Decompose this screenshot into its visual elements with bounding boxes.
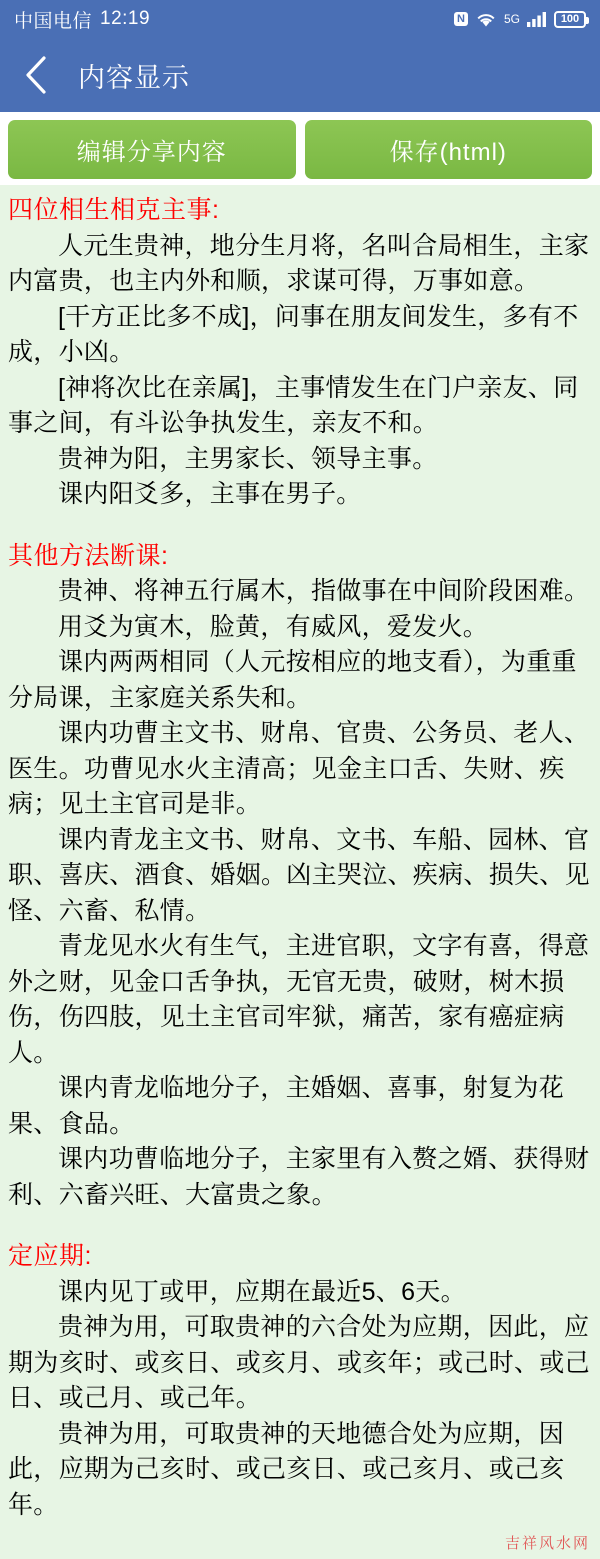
paragraph: 课内两两相同（人元按相应的地支看），为重重分局课，主家庭关系失和。	[8, 648, 577, 712]
battery-icon	[554, 11, 586, 28]
paragraph: 贵神为阳，主男家长、领导主事。	[58, 444, 438, 473]
paragraph: 课内见丁或甲，应期在最近5、6天。	[58, 1277, 466, 1306]
battery-level-label: 100	[560, 13, 580, 25]
save-html-button[interactable]: 保存(html)	[305, 120, 593, 179]
paragraph: 课内阳爻多，主事在男子。	[58, 480, 362, 508]
network-type-label: 5G	[503, 12, 520, 26]
app-bar	[0, 38, 600, 112]
chevron-left-icon	[22, 53, 52, 97]
content-area[interactable]	[0, 185, 600, 1559]
paragraph: 课内青龙主文书、财帛、文书、车船、园林、官职、喜庆、酒食、婚姻。凶主哭泣、疾病、损失、见怪、六畜、私情。	[8, 825, 590, 925]
action-button-row	[0, 112, 600, 185]
status-bar-left	[14, 6, 150, 33]
carrier-label: 中国电信	[14, 10, 93, 32]
section-block	[8, 539, 592, 1214]
paragraph: 课内青龙临地分子，主婚姻、喜事，射复为花果、食品。	[8, 1074, 565, 1138]
paragraph: 用爻为寅木，脸黄，有威风，爱发火。	[58, 612, 489, 641]
paragraph: 课内功曹临地分子，主家里有入赘之婿、获得财利、六畜兴旺、大富贵之象。	[8, 1145, 590, 1209]
section-heading: 定应期:	[8, 1242, 92, 1270]
status-bar	[0, 0, 600, 38]
paragraph: 贵神、将神五行属木，指做事在中间阶段困难。	[58, 577, 590, 605]
wifi-icon	[475, 11, 497, 28]
section-spacer	[8, 1213, 592, 1235]
paragraph: 贵神为用，可取贵神的天地德合处为应期，因此，应期为己亥时、或己亥日、或己亥月、或己亥年。	[8, 1419, 565, 1519]
page-title: 内容显示	[78, 62, 190, 93]
paragraph: 青龙见水火有生气，主进官职，文字有喜，得意外之财，见金口舌争执，无官无贵，破财，树木损伤，伤四肢，见土主官司牢狱，痛苦，家有癌症病人。	[8, 932, 590, 1067]
edit-share-content-button[interactable]: 编辑分享内容	[8, 120, 296, 179]
section-block	[8, 1239, 592, 1523]
nfc-icon: N	[454, 12, 468, 26]
section-heading: 四位相生相克主事:	[8, 196, 220, 224]
paragraph: 贵神为用，可取贵神的六合处为应期，因此，应期为亥时、或亥日、或亥月、或亥年；或己时、或己日、或己月、或己年。	[8, 1313, 590, 1412]
status-bar-right	[454, 11, 586, 28]
section-block	[8, 193, 592, 513]
paragraph: 课内功曹主文书、财帛、官贵、公务员、老人、医生。功曹见水火主清高；见金主口舌、失财、疾病；见土主官司是非。	[8, 719, 590, 818]
section-heading: 其他方法断课:	[8, 541, 169, 570]
back-button[interactable]	[10, 48, 64, 102]
paragraph: [神将次比在亲属]，主事情发生在门户亲友、同事之间，有斗讼争执发生，亲友不和。	[8, 373, 579, 437]
signal-bars-icon	[527, 11, 547, 27]
paragraph: 人元生贵神，地分生月将，名叫合局相生，主家内富贵，也主内外和顺，求谋可得，万事如意。	[8, 231, 590, 295]
clock-label: 12:19	[100, 8, 151, 29]
watermark-label: 吉祥风水网	[504, 1535, 590, 1552]
paragraph: [干方正比多不成]，问事在朋友间发生，多有不成，小凶。	[8, 302, 579, 366]
section-spacer	[8, 513, 592, 535]
